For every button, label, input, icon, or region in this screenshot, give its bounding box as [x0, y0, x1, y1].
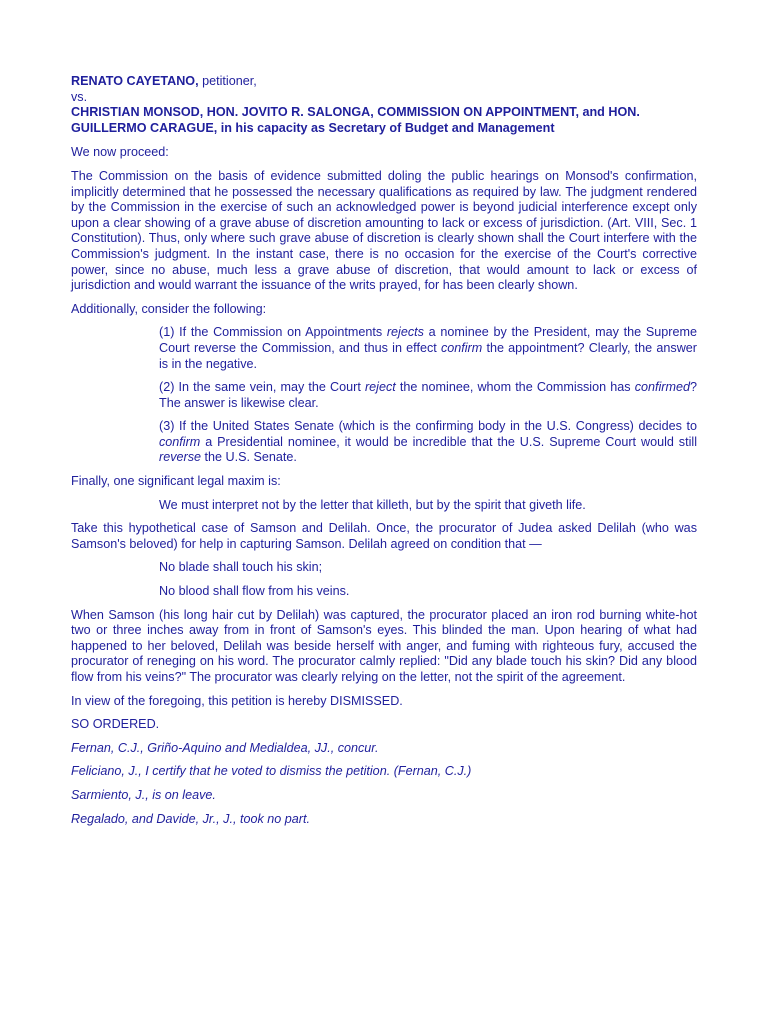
case-caption [71, 74, 697, 136]
document-body [71, 74, 697, 835]
numbered-item-2: (2) In the same vein, may the Court reject the nominee, whom the Commission has confirmed? The answer is likewise clear. [159, 380, 697, 410]
additionally-paragraph: Additionally, consider the following: [71, 301, 267, 316]
concurrence-note: Fernan, C.J., Griño-Aquino and Medialdea, JJ., concur. [71, 740, 379, 755]
condition-2: No blood shall flow from his veins. [159, 584, 350, 599]
numbered-item-1: (1) If the Commission on Appointments rejects a nominee by the President, may the Supreme Court reverse the Commission, and thus in effect confirm the appointment? Clearly, the answer is in the negative. [159, 325, 697, 371]
feliciano-note: Feliciano, J., I certify that he voted to dismiss the petition. (Fernan, C.J.) [71, 764, 472, 779]
so-ordered: SO ORDERED. [71, 717, 160, 732]
regalado-note: Regalado, and Davide, Jr., J., took no part. [71, 811, 310, 826]
respondents: CHRISTIAN MONSOD, HON. JOVITO R. SALONGA, COMMISSION ON APPOINTMENT, and HON. GUILLERMO CARAGUE, in his capacity as Secretary of Budget and Management [71, 105, 640, 135]
legal-maxim: We must interpret not by the letter that killeth, but by the spirit that giveth life. [159, 497, 586, 512]
commission-paragraph: The Commission on the basis of evidence submitted doling the public hearings on Monsod's confirmation, implicitly determined that he possessed the necessary qualifications as required by law. The judgment rendered by the Commission in the exercise of such an acknowledged power is beyond judicial interference except only upon a clear showing of a grave abuse of discretion amounting to lack or excess of jurisdiction. (Art. VIII, Sec. 1 Constitution). Thus, only where such grave abuse of discretion is clearly shown shall the Court interfere with the Commission's judgment. In the instant case, there is no occasion for the exercise of the Court's corrective power, since no abuse, much less a grave abuse of discretion, that would amount to lack or excess of jurisdiction and would warrant the issuance of the writs prayed, for has been clearly shown. [71, 168, 697, 293]
petitioner-name: RENATO CAYETANO, [71, 74, 199, 88]
condition-1: No blade shall touch his skin; [159, 560, 323, 575]
maxim-intro: Finally, one significant legal maxim is: [71, 474, 281, 489]
intro-paragraph: We now proceed: [71, 145, 169, 160]
numbered-item-3: (3) If the United States Senate (which is the confirming body in the U.S. Congress) decides to confirm a Presidential nominee, it would be incredible that the U.S. Supreme Court would still reverse the U.S. Senate. [159, 419, 697, 465]
samson-story-paragraph: When Samson (his long hair cut by Delilah) was captured, the procurator placed an iron rod burning white-hot two or three inches away from in front of Samson's eyes. This blinded the man. Upon hearing of what had happened to her beloved, Delilah was beside herself with anger, and fuming with righteous fury, accused the procurator of reneging on his word. The procurator calmly replied: "Did any blade touch his skin? Did any blood flow from his veins?" The procurator was clearly relying on the letter, not the spirit of the agreement. [71, 607, 697, 684]
hypothetical-paragraph: Take this hypothetical case of Samson and Delilah. Once, the procurator of Judea asked Delilah (who was Samson's beloved) for help in capturing Samson. Delilah agreed on condition that — [71, 521, 697, 551]
dismissal-paragraph: In view of the foregoing, this petition is hereby DISMISSED. [71, 693, 403, 708]
petitioner-role: petitioner, [198, 74, 257, 88]
versus-label: vs. [71, 89, 88, 104]
sarmiento-note: Sarmiento, J., is on leave. [71, 787, 216, 802]
